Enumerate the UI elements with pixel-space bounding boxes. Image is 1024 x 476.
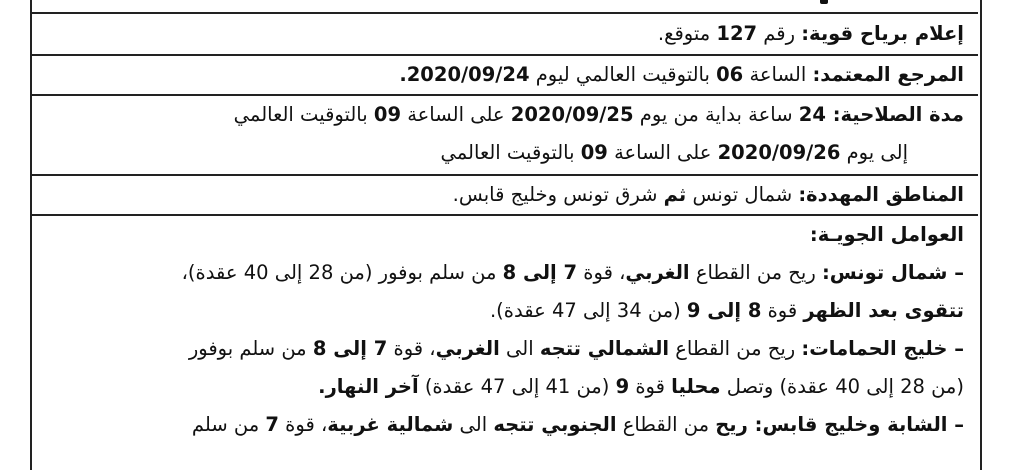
reference-label: المرجع المعتمد:: [812, 63, 964, 86]
zones-line: [44, 176, 964, 214]
factors-title: العوامل الجويـة:: [809, 223, 964, 246]
north-to: إلى: [516, 261, 564, 284]
north-pm-force-min: 8: [747, 299, 762, 322]
gabes-text: من سلم: [191, 413, 266, 436]
validity-text: بالتوقيت العالمي: [440, 141, 581, 164]
hammamet-line-1: [44, 330, 964, 368]
hammamet-line-2: [44, 368, 964, 406]
validity-text: على الساعة: [401, 103, 511, 126]
warning-line: [44, 14, 964, 54]
validity-start-date: 2020/09/25: [510, 103, 634, 126]
validity-end-hour: 09: [580, 141, 608, 164]
reference-text: بالتوقيت العالمي ليوم: [529, 63, 717, 86]
validity-start-hour: 09: [373, 103, 402, 126]
zones-then: ثم: [663, 183, 687, 206]
north-pm-force-max: 9: [686, 299, 701, 322]
warning-row: [30, 14, 978, 56]
hammamet-locally: محليا: [671, 375, 721, 398]
north-line-2: [44, 292, 964, 330]
zones-label: المناطق المهددة:: [798, 183, 964, 206]
north-text: قوة: [761, 299, 804, 322]
validity-label: مدة الصلاحية:: [832, 103, 964, 126]
north-text: (من 34 إلى 47 عقدة).: [489, 299, 687, 322]
factors-title-line: [44, 216, 964, 254]
hammamet-force-max: 8: [312, 337, 327, 360]
reference-text: الساعة: [743, 63, 813, 86]
north-label: – شمال تونس:: [821, 261, 964, 284]
hammamet-text: (من 28 إلى 40 عقدة) وتصل: [720, 375, 964, 398]
north-line-1: [44, 254, 964, 292]
hammamet-local-force: 9: [615, 375, 630, 398]
hammamet-text: (من 41 إلى 47 عقدة): [418, 375, 616, 398]
north-force-max: 8: [502, 261, 517, 284]
validity-hours: 24: [798, 103, 833, 126]
validity-line-2: [44, 134, 964, 172]
zones-text: شمال تونس: [686, 183, 799, 206]
north-text: من سلم بوفور (من 28 إلى 40 عقدة)،: [181, 261, 503, 284]
warning-label: إعلام برياح قوية:: [801, 22, 964, 45]
reference-row: [30, 56, 978, 96]
zones-row: [30, 176, 978, 216]
hammamet-end-day: آخر النهار.: [318, 375, 419, 398]
gabes-label: – الشابة وخليج قابس:: [754, 413, 964, 436]
gabes-wind: ريح: [715, 413, 755, 436]
warning-number-pre: رقم: [757, 22, 802, 45]
north-intensify-label: تتقوى بعد الظهر: [803, 299, 964, 322]
gabes-text: الى: [453, 413, 494, 436]
hammamet-force-min: 7: [373, 337, 388, 360]
gabes-force: 7: [265, 413, 279, 436]
north-sector: الغربي: [625, 261, 690, 284]
validity-text: إلى يوم: [840, 141, 908, 164]
hammamet-text: ، قوة: [387, 337, 436, 360]
hammamet-sector: الشمالي تتجه: [539, 337, 670, 360]
zones-text: شرق تونس وخليج قابس.: [452, 183, 664, 206]
reference-date: 2020/09/24.: [399, 63, 530, 86]
gabes-sector-2: شمالية غربية: [327, 413, 454, 436]
hammamet-text: ريح من القطاع: [669, 337, 802, 360]
validity-text: على الساعة: [607, 141, 718, 164]
north-text: ، قوة: [577, 261, 626, 284]
gabes-text: ، قوة: [278, 413, 328, 436]
header-row-cropped: [30, 0, 978, 14]
reference-hour: 06: [716, 63, 744, 86]
reference-line: [44, 56, 964, 94]
validity-end-date: 2020/09/26: [717, 141, 841, 164]
hammamet-text: قوة: [629, 375, 672, 398]
gabes-sector: الجنوبي تتجه: [493, 413, 617, 436]
validity-text: بالتوقيت العالمي: [233, 103, 374, 126]
cropped-text-fragment: [820, 0, 828, 4]
warning-number: 127: [716, 22, 758, 45]
validity-text: ساعة بداية من يوم: [633, 103, 799, 126]
hammamet-sector-2: الغربي: [435, 337, 500, 360]
factors-row: [30, 216, 978, 476]
validity-row: [30, 96, 978, 176]
warning-number-post: متوقع.: [657, 22, 717, 45]
hammamet-text: الى: [499, 337, 540, 360]
hammamet-label: – خليج الحمامات:: [801, 337, 964, 360]
gabes-line-1: [44, 406, 964, 444]
hammamet-text: من سلم بوفور: [188, 337, 313, 360]
validity-line-1: [44, 96, 964, 134]
north-to: إلى: [700, 299, 748, 322]
north-text: ريح من القطاع: [689, 261, 822, 284]
gabes-text: من القطاع: [616, 413, 716, 436]
north-force-min: 7: [563, 261, 578, 284]
hammamet-to: إلى: [326, 337, 374, 360]
